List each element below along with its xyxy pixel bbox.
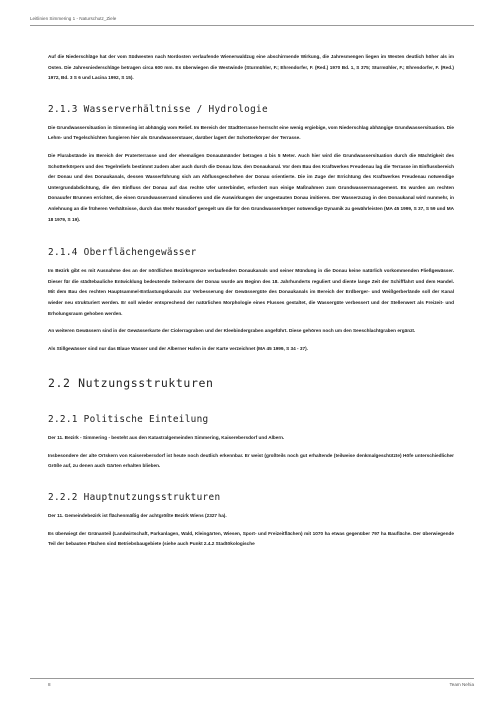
paragraph-hydrology-2: Die Flurabstände im Bereich der Praterterrasse und der ehemaligen Donauämänder betragen 4 bis 5 Meter. Auch hier wird die Grundwassersituation durch die Mächtigkeit des Schotterkörpers und des Tegelreliefs bestimmt zudem aber auch durch die Donau bzw. den Donaukanal. Vor dem Bau des Kraftwerkes Freudenau lag die Terrasse im Einflussbereich der Donau und des Donaukanals, dessen Wasserführung sich am Abflussgeschehen der Donau orientierte. Die im Zuge der Errichtung des Kraftwerkes Freudenau notwendige Untergrundabdichtung, die den Einfluss der Donau auf das rechte Ufer unterbindet, erfordert nun einige Maßnahmen zum Grundwassermanagement. Es wurden am rechten Donauufer Brunnen errichtet, die einen Grundwasserrand simulieren und die Auswirkungen der ungestauten Donau imitieren. Der Wasserzuzug in den Donaukanal wird nunmehr, in Anlehnung an die früheren Verhältnisse, durch das Wehr Nussdorf geregelt um die für den Grundwasserkörper notwendige Dynamik zu gewährleisten (MA 45 1999, S 37, S 59 und MA 18 1979, S 19). — [48, 152, 454, 222]
page-number: 8 — [48, 682, 51, 687]
paragraph-surface-water-3: Als Stillgewässer sind nur das Blaue Wasser und der Alberner Hafen in der Karte verzeichnet (MA 45 1999, S 34 - 37). — [48, 345, 308, 351]
header-divider — [30, 25, 474, 26]
paragraph-intro: Auf die Niederschläge hat der vom Südwesten nach Nordosten verlaufende Wienerwaldzug eine abschirmende Wirkung, die Jahresmengen liegen im Westen deutlich höher als im Osten. Die Jahresniederschläge betragen circa 600 mm. Es überwiegen die Westwinde (Sturmühler, F.; Ehrendorfer, F. (Red.) 1970 Bd. 1, S 375; Sturmühler, F.; Ehrendorfer, F. (Red.) 1972, Bd. 3 S 6 und Lacina 1992, S 15). — [48, 54, 454, 81]
paragraph-political-1: Der 11. Bezirk - Simmering - besteht aus den Katastralgemeinden Simmering, Kaiserebersdorf und Albern. — [48, 435, 285, 441]
page-content — [48, 52, 454, 557]
paragraph-surface-water-1: Im Bezirk gibt es mit Ausnahme des an der nördlichen Bezirksgrenze verlaufenden Donaukanals und seiner Mündung in die Donau keine natürlich vorkommenden Fließgewässer. Dieser für die städtebauliche Entwicklung bedeutende Seitenarm der Donau wurde am Beginn des 18. Jahrhunderts reguliert und diente lange Zeit der Schifffahrt und dem Handel. Mit dem Bau des rechten Hauptsammel-Entlastungskanals zur Verbesserung der Gewässergüte des Donaukanals im Bereich der Erdberger- und Weißgerberlände soll der Kanal wieder neu strukturiert werden. Er soll wieder entsprechend der natürlichen Morphologie eines Flusses gestaltet, die Wassergüte verbessert und der Stellenwert als Freizeit- und Erholungsraum gehoben werden. — [48, 268, 454, 316]
running-header: Leitlinien Simmering 1 - Naturschutz_Ziele — [30, 16, 117, 21]
paragraph-surface-water-2: An weiteren Gewässern sind in der Gewässerkarte der Ciolerragraben und der Kleebindergraben angeführt. Diese gehören noch um den Seeschlachtgraben ergänzt. — [48, 328, 416, 334]
heading-2-1-3: 2.1.3 Wasserverhältnisse / Hydrologie — [48, 103, 268, 115]
heading-2-1-4: 2.1.4 Oberflächengewässer — [48, 247, 197, 259]
paragraph-political-2: Insbesondere der alte Ortskern von Kaiserebersdorf ist heute noch deutlich erkennbar. Er weist (großteils noch gut erhaltende (teilweise denkmalgeschützte) Höfe unterschiedlicher Größe auf, zu denen auch Gärten erhalten blieben. — [48, 452, 454, 469]
paragraph-land-use-1: Der 11. Gemeindebezirk ist flächenmäßig der achtgrößte Bezirk Wiens (2327 ha). — [48, 513, 227, 519]
heading-2-2-2: 2.2.2 Hauptnutzungsstrukturen — [48, 492, 221, 504]
heading-2-2-1: 2.2.1 Politische Einteilung — [48, 414, 209, 426]
footer-divider — [30, 678, 474, 679]
paragraph-hydrology-1: Die Grundwassersituation in Simmering ist abhängig vom Relief. Im Bereich der Stadtterrasse herrscht eine wenig ergiebige, vom Niederschlag abhängige Grundwassersituation. Die Lehm- und Tegelschichten fungieren hier als Grundwasserstauer, darüber lagert der Schotterkörper der Terrasse. — [48, 124, 454, 141]
paragraph-land-use-2: Es überwiegt der Grünanteil (Landwirtschaft, Parkanlagen, Wald, Kleingärten, Wiesen, Sport- und Freizeitflächen) mit 1070 ha etwas gegenüber 797 ha Baufläche. Der überwiegende Teil der bebauten Flächen sind Betriebsbaugebiete (siehe auch Punkt 2.4.2 Stadtökologische — [48, 530, 454, 547]
heading-2-2: 2.2 Nutzungsstrukturen — [48, 376, 214, 391]
footer-author: Team Nehia — [449, 682, 474, 687]
